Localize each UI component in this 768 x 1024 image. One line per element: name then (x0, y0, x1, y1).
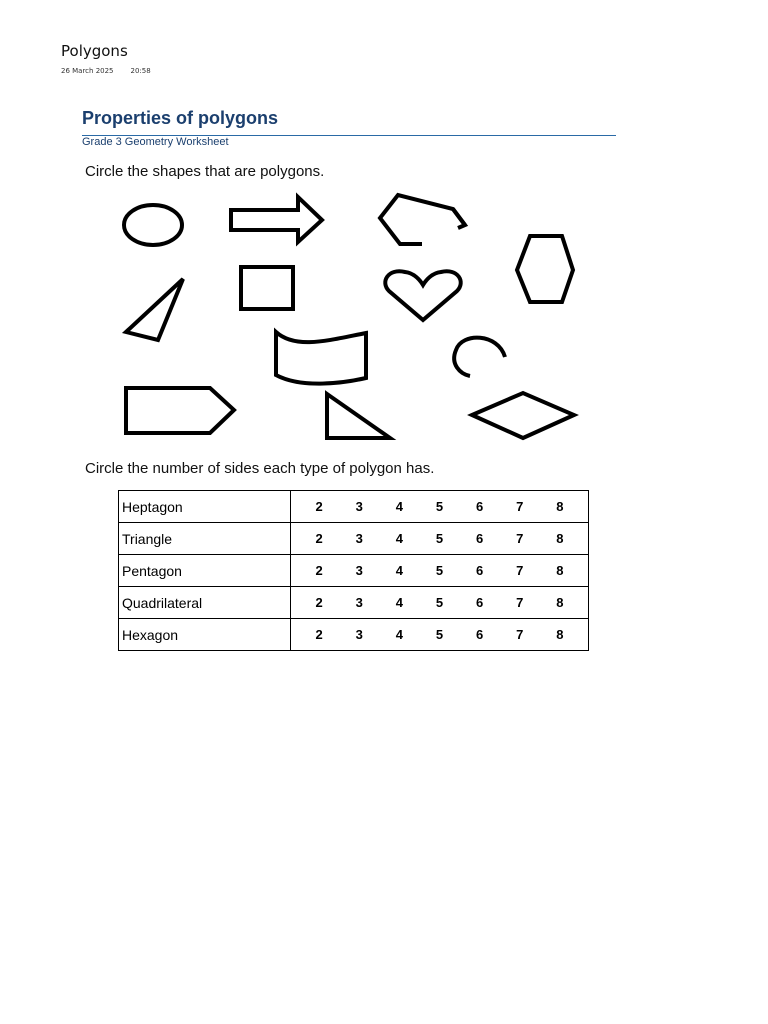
hexagon-shape (517, 236, 573, 302)
side-option[interactable]: 3 (355, 499, 363, 514)
side-option[interactable]: 2 (315, 595, 323, 610)
side-option[interactable]: 4 (395, 531, 403, 546)
side-option[interactable]: 4 (395, 499, 403, 514)
side-option[interactable]: 3 (355, 563, 363, 578)
side-option[interactable]: 8 (556, 499, 564, 514)
side-option[interactable]: 6 (476, 531, 484, 546)
side-option[interactable]: 2 (315, 627, 323, 642)
side-option[interactable]: 2 (315, 531, 323, 546)
instruction-polygons: Circle the shapes that are polygons. (85, 163, 325, 180)
heart-shape (385, 271, 460, 320)
side-option[interactable]: 8 (556, 563, 564, 578)
side-option[interactable]: 6 (476, 595, 484, 610)
polygon-name-cell: Hexagon (119, 619, 291, 651)
note-date: 26 March 2025 (61, 67, 114, 75)
polygon-name-cell: Pentagon (119, 555, 291, 587)
side-option[interactable]: 5 (435, 563, 444, 578)
side-option[interactable]: 5 (435, 627, 444, 642)
side-option[interactable]: 7 (516, 563, 524, 578)
side-option[interactable]: 7 (516, 531, 524, 546)
side-option[interactable]: 6 (476, 627, 484, 642)
side-option[interactable]: 5 (435, 499, 444, 514)
circle-shape (124, 205, 182, 245)
open-hexagon-shape (380, 195, 465, 244)
square-shape (241, 267, 293, 309)
side-option[interactable]: 3 (355, 531, 363, 546)
side-option[interactable]: 5 (435, 531, 444, 546)
side-option[interactable]: 6 (476, 499, 484, 514)
side-option[interactable]: 8 (556, 531, 564, 546)
shapes-figure (0, 0, 768, 460)
side-options-cell (291, 587, 589, 619)
sides-table (118, 490, 589, 651)
side-option[interactable]: 4 (395, 595, 403, 610)
table-row (119, 523, 589, 555)
polygon-name-cell: Triangle (119, 523, 291, 555)
polygon-name-cell: Heptagon (119, 491, 291, 523)
side-options-cell (291, 523, 589, 555)
instruction-sides: Circle the number of sides each type of polygon has. (85, 460, 435, 477)
worksheet-title: Properties of polygons (82, 108, 279, 128)
right-triangle-shape (327, 394, 390, 438)
side-option[interactable]: 7 (516, 627, 524, 642)
side-option[interactable]: 6 (476, 563, 484, 578)
side-option[interactable]: 7 (516, 499, 524, 514)
side-option[interactable]: 8 (556, 627, 564, 642)
side-option[interactable]: 4 (395, 627, 403, 642)
side-option[interactable]: 2 (315, 499, 323, 514)
side-options-cell (291, 555, 589, 587)
open-hexagon-shape (453, 209, 465, 228)
table-row (119, 491, 589, 523)
open-arc-shape (454, 338, 505, 376)
side-option[interactable]: 3 (355, 627, 363, 642)
table-row (119, 619, 589, 651)
side-option[interactable]: 8 (556, 595, 564, 610)
note-title: Polygons (61, 42, 128, 60)
polygon-name-cell: Quadrilateral (119, 587, 291, 619)
side-option[interactable]: 5 (435, 595, 444, 610)
note-time: 20:58 (130, 67, 151, 75)
table-row (119, 555, 589, 587)
side-option[interactable]: 4 (395, 563, 403, 578)
triangle-shape (126, 279, 183, 340)
rhombus-shape (472, 393, 574, 438)
arrow-shape (231, 197, 322, 242)
pentagon-shape (126, 388, 234, 433)
side-option[interactable]: 7 (516, 595, 524, 610)
wavy-rectangle-shape (276, 332, 366, 384)
table-row (119, 587, 589, 619)
side-options-cell (291, 491, 589, 523)
side-option[interactable]: 3 (355, 595, 363, 610)
side-option[interactable]: 2 (315, 563, 323, 578)
worksheet-subtitle: Grade 3 Geometry Worksheet (82, 136, 229, 148)
side-options-cell (291, 619, 589, 651)
